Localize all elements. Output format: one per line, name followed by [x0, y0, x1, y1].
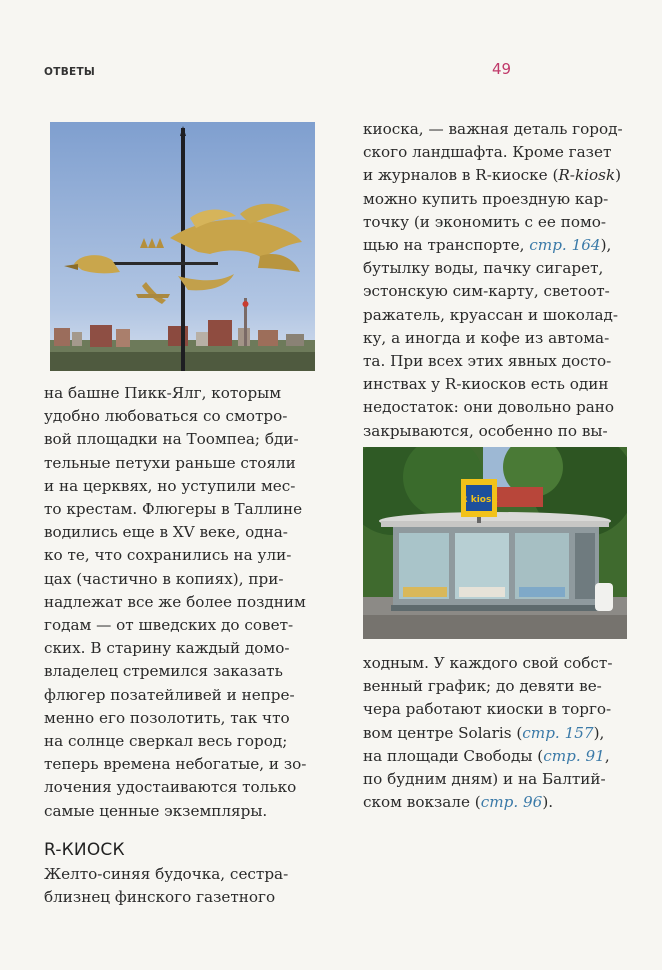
text-line: инствах у R-киосков есть один — [363, 375, 609, 394]
text-line: и журналов в R-киоске (R-kiosk) — [363, 166, 622, 185]
text-line: водились еще в XV веке, одна- — [44, 523, 288, 542]
text-line: Желто-синяя будочка, сестра- — [44, 865, 289, 883]
text-line: менно его позолотить, так что — [44, 708, 290, 727]
kiosk-photo — [363, 447, 627, 639]
text-line: на солнце сверкал весь город; — [44, 732, 288, 751]
text-line: венный график; до девяти ве- — [363, 677, 602, 696]
text-line: флюгер позатейливей и непре- — [44, 685, 295, 704]
page-number: 49 — [492, 60, 512, 78]
rkiosk-italic: R-kiosk — [558, 166, 616, 185]
text-line: теперь времена небогатые, и зо- — [44, 755, 307, 774]
page-ref-link[interactable]: стр. 96 — [480, 793, 543, 812]
text-line: киоска, — важная деталь город- — [363, 120, 623, 138]
text-line: точку (и экономить с ее помо- — [363, 212, 607, 231]
page-ref-link[interactable]: стр. 157 — [522, 723, 594, 742]
text-line: эстонскую сим-карту, светоот- — [363, 282, 610, 301]
section-text — [44, 863, 288, 909]
text-line: недостаток: они довольно рано — [363, 398, 615, 417]
text-line: на площади Свободы (стр. 91, — [363, 746, 610, 765]
right-column-top-text — [363, 118, 623, 443]
text-line: ку, а иногда и кофе из автома- — [363, 328, 610, 347]
text-line: вой площадки на Тоомпеа; бди- — [44, 430, 299, 449]
text-line: близнец финского газетного — [44, 888, 276, 907]
text-line: можно купить проездную кар- — [363, 189, 609, 208]
text-line: ражатель, круассан и шоколад- — [363, 305, 619, 324]
text-line: щью на транспорте, стр. 164), — [363, 236, 612, 255]
text-line: закрываются, особенно по вы- — [363, 421, 608, 440]
text-line: тельные петухи раньше стояли — [44, 453, 296, 472]
text-line: годам — от шведских до совет- — [44, 616, 294, 635]
section-heading: R-КИОСК — [44, 840, 125, 860]
text-line: ходным. У каждого свой собст- — [363, 654, 613, 672]
section-label: ОТВЕТЫ — [44, 66, 96, 78]
text-line: самые ценные экземпляры. — [44, 801, 268, 820]
page-ref-link[interactable]: стр. 91 — [543, 746, 605, 765]
text-line: лочения удостаиваются только — [44, 778, 297, 797]
text-line: чера работают киоски в торго- — [363, 700, 612, 719]
text-line: владелец стремился заказать — [44, 662, 283, 681]
text-line: ских. В старину каждый домо- — [44, 639, 290, 658]
text-line: вом центре Solaris (стр. 157), — [363, 723, 605, 742]
text-line: то крестам. Флюгеры в Таллине — [44, 500, 303, 519]
text-line: надлежат все же более поздним — [44, 592, 306, 611]
text-line: по будним дням) и на Балтий- — [363, 770, 606, 789]
page-ref-link[interactable]: стр. 164 — [529, 236, 601, 255]
right-column-bottom-text — [363, 652, 612, 814]
weathervane-photo — [50, 122, 315, 371]
text-line: на башне Пикк-Ялг, которым — [44, 384, 282, 402]
text-line: цах (частично в копиях), при- — [44, 569, 284, 588]
text-line: удобно любоваться со смотро- — [44, 407, 288, 426]
text-line: ского ландшафта. Кроме газет — [363, 143, 612, 162]
text-line: бутылку воды, пачку сигарет, — [363, 259, 604, 278]
text-line: та. При всех этих явных досто- — [363, 352, 612, 371]
text-line: ко те, что сохранились на ули- — [44, 546, 292, 565]
text-line: и на церквях, но уступили мес- — [44, 476, 296, 495]
kiosk-sign-text: R kiosk — [460, 495, 498, 505]
text-line: ском вокзале (стр. 96). — [363, 793, 554, 812]
left-column-text — [44, 382, 306, 823]
